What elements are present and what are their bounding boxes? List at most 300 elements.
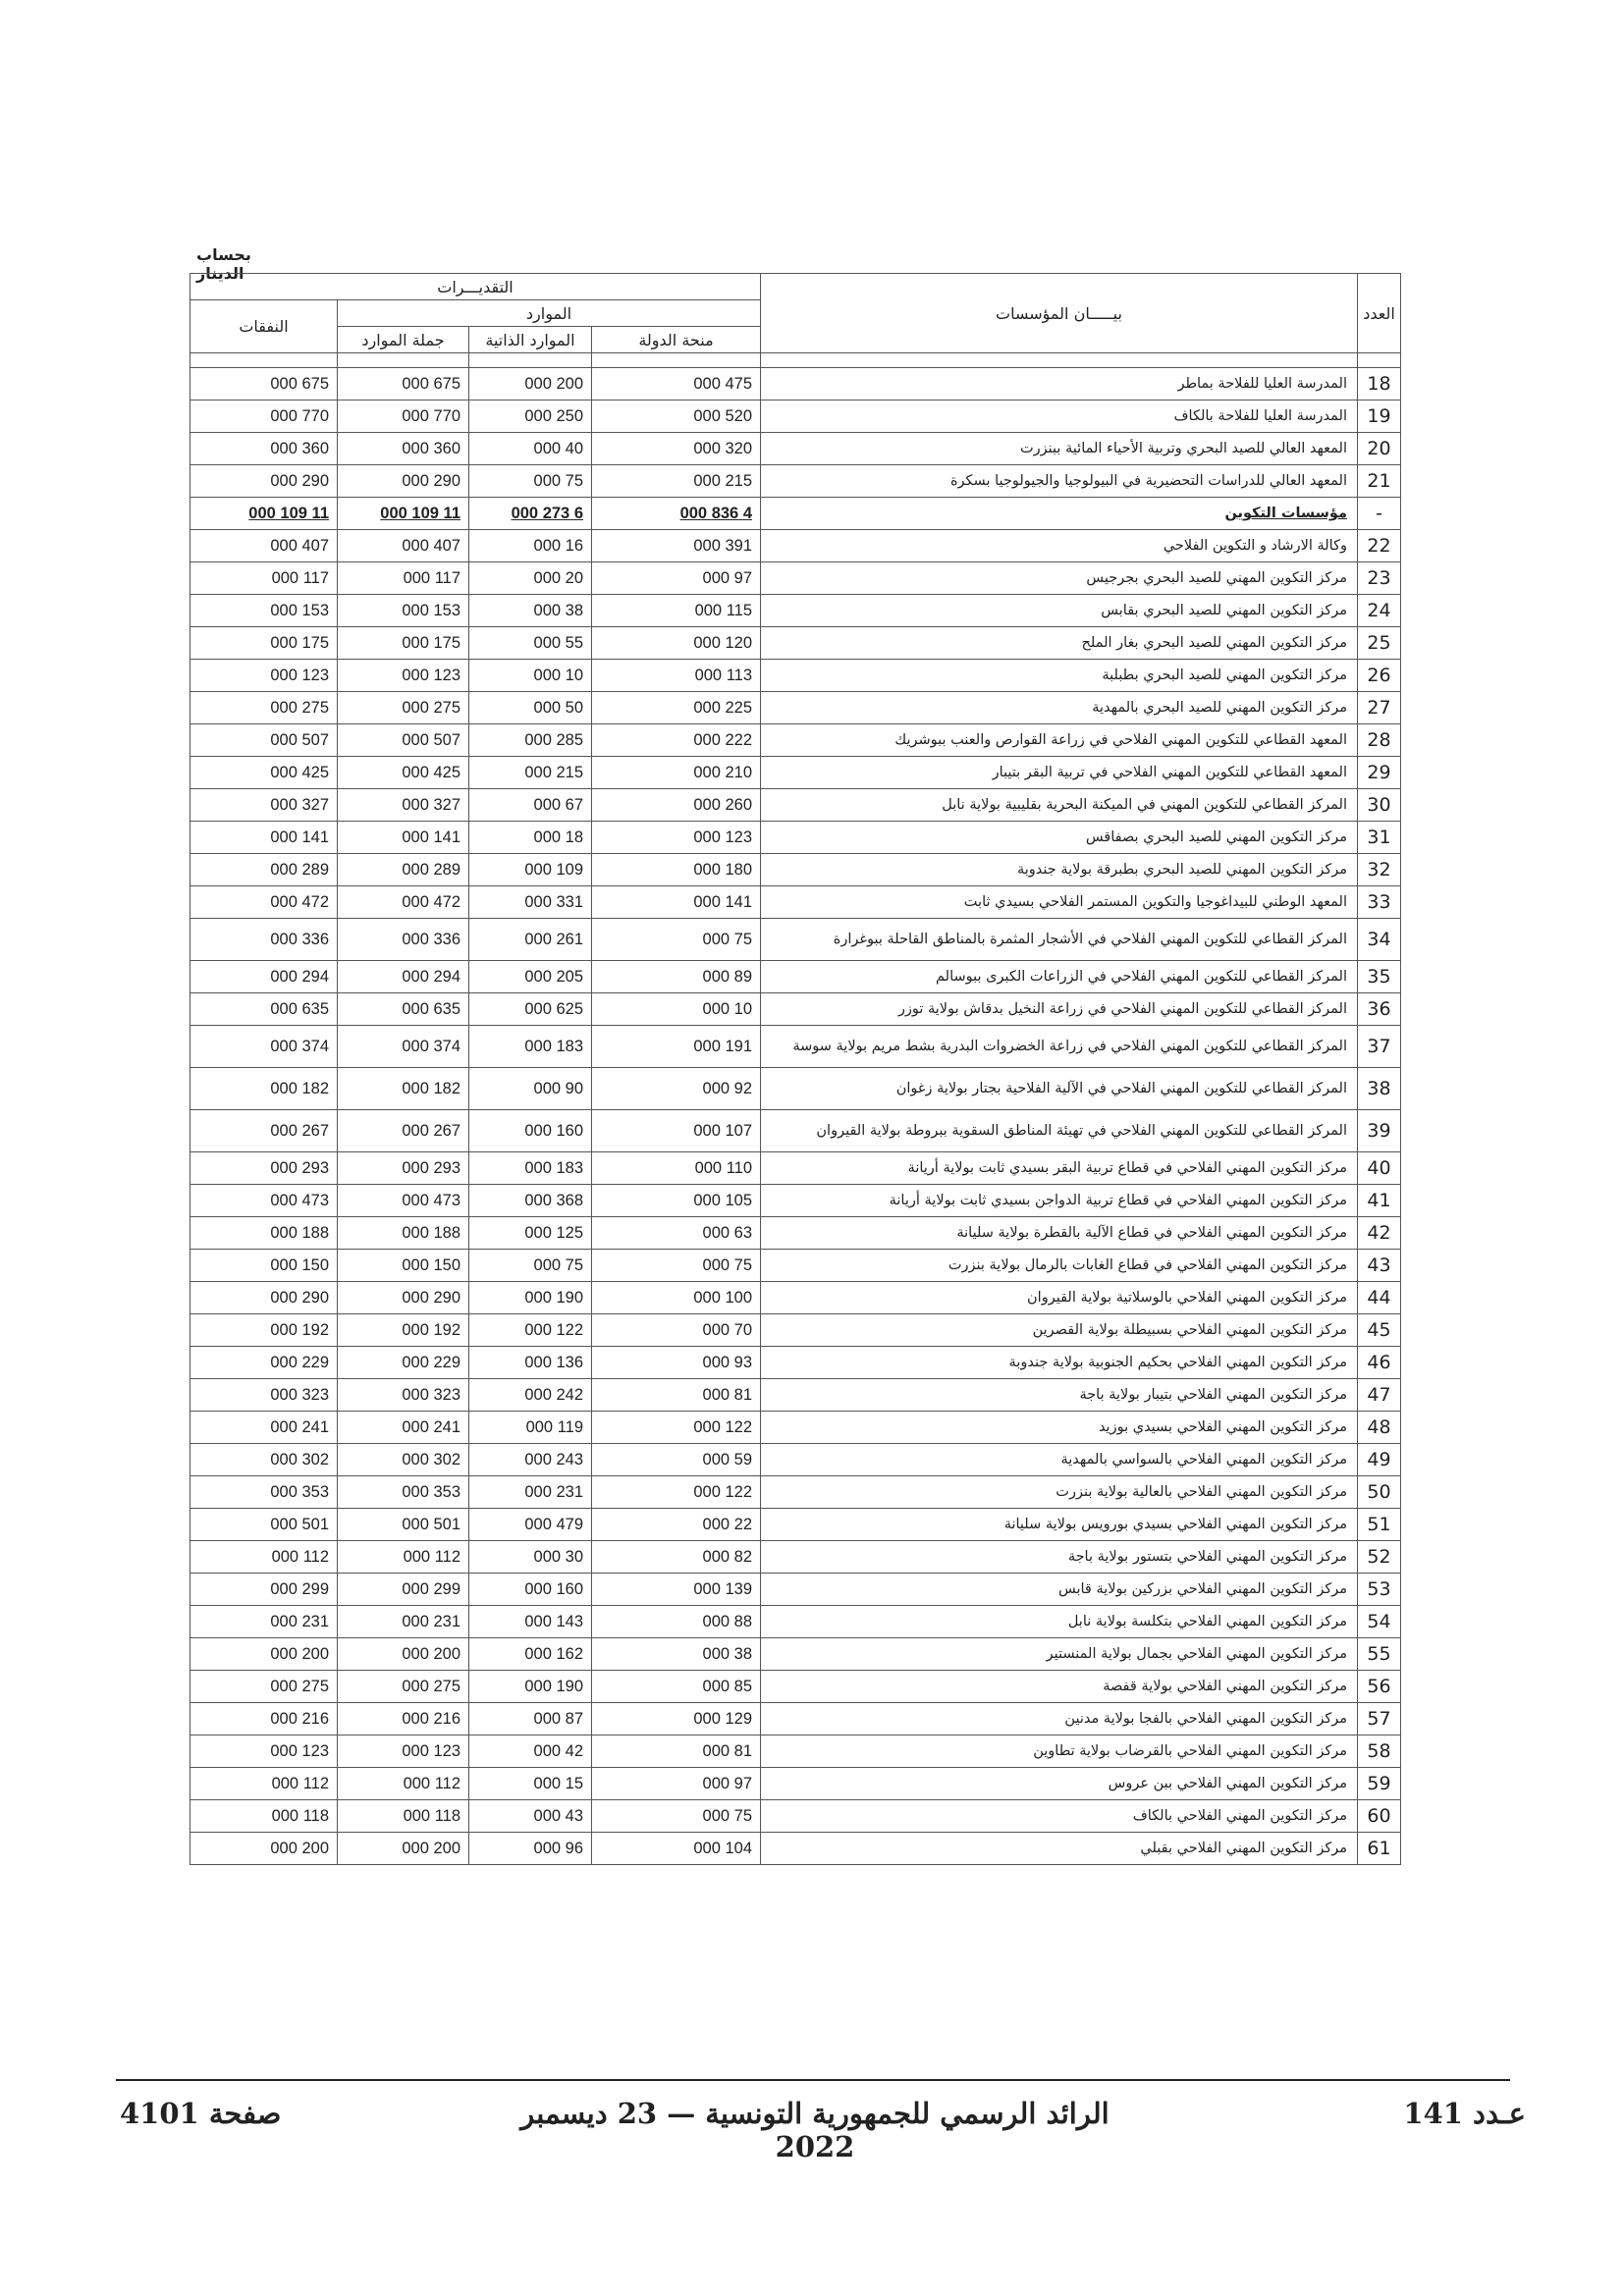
- row-number: 60: [1358, 1800, 1401, 1833]
- table-body: [190, 353, 1401, 1865]
- row-total-resources: 123 000: [338, 1735, 469, 1768]
- row-own-resources: 40 000: [469, 433, 592, 465]
- table-row: [190, 627, 1401, 660]
- row-state-grant: 215 000: [592, 465, 761, 498]
- table-row: [190, 1638, 1401, 1671]
- row-expenses: 150 000: [190, 1250, 338, 1282]
- row-description: المدرسة العليا للفلاحة بالكاف: [761, 400, 1358, 433]
- row-state-grant: 113 000: [592, 660, 761, 692]
- currency-unit-label: بحساب الدينار: [196, 245, 251, 283]
- row-total-resources: 327 000: [338, 789, 469, 822]
- table-row: [190, 1671, 1401, 1703]
- row-number: 31: [1358, 822, 1401, 854]
- row-state-grant: 92 000: [592, 1068, 761, 1110]
- table-row: [190, 1703, 1401, 1735]
- row-own-resources: 55 000: [469, 627, 592, 660]
- row-state-grant: 89 000: [592, 961, 761, 993]
- table-row: [190, 993, 1401, 1026]
- row-description: مركز التكوين المهني الفلاحي بسبيطلة بولاية القصرين: [761, 1314, 1358, 1347]
- row-total-resources: 112 000: [338, 1768, 469, 1800]
- row-own-resources: 190 000: [469, 1282, 592, 1314]
- row-total-resources: 501 000: [338, 1509, 469, 1541]
- row-number: 26: [1358, 660, 1401, 692]
- row-description: المعهد الوطني للبيداغوجيا والتكوين المستمر الفلاحي بسيدي ثابت: [761, 886, 1358, 919]
- row-expenses: 241 000: [190, 1412, 338, 1444]
- row-expenses: 770 000: [190, 400, 338, 433]
- table-row: [190, 1152, 1401, 1185]
- row-state-grant: 141 000: [592, 886, 761, 919]
- table-row: [190, 465, 1401, 498]
- row-description: المعهد القطاعي للتكوين المهني الفلاحي في زراعة القوارص والعنب ببوشريك: [761, 724, 1358, 757]
- table-row: [190, 1282, 1401, 1314]
- row-expenses: 289 000: [190, 854, 338, 886]
- row-number: 28: [1358, 724, 1401, 757]
- row-expenses: 302 000: [190, 1444, 338, 1476]
- row-description: مركز التكوين المهني الفلاحي في قطاع الغابات بالرمال بولاية بنزرت: [761, 1250, 1358, 1282]
- row-state-grant: 75 000: [592, 919, 761, 961]
- row-number: 21: [1358, 465, 1401, 498]
- row-own-resources: 242 000: [469, 1379, 592, 1412]
- row-expenses: 200 000: [190, 1638, 338, 1671]
- header-state-grant: منحة الدولة: [592, 327, 761, 353]
- header-num: العدد: [1358, 274, 1401, 353]
- row-expenses: 112 000: [190, 1541, 338, 1574]
- row-expenses: 472 000: [190, 886, 338, 919]
- row-description: مركز التكوين المهني للصيد البحري بصفاقس: [761, 822, 1358, 854]
- row-description: مركز التكوين المهني الفلاحي بالقرضاب بولاية تطاوين: [761, 1735, 1358, 1768]
- row-own-resources: 67 000: [469, 789, 592, 822]
- row-state-grant: 10 000: [592, 993, 761, 1026]
- row-description: المركز القطاعي للتكوين المهني الفلاحي في الزراعات الكبرى ببوسالم: [761, 961, 1358, 993]
- row-expenses: 11 109 000: [190, 498, 338, 530]
- row-own-resources: 231 000: [469, 1476, 592, 1509]
- row-total-resources: 200 000: [338, 1638, 469, 1671]
- row-total-resources: 141 000: [338, 822, 469, 854]
- row-state-grant: 82 000: [592, 1541, 761, 1574]
- row-state-grant: 320 000: [592, 433, 761, 465]
- row-own-resources: 50 000: [469, 692, 592, 724]
- row-own-resources: 125 000: [469, 1217, 592, 1250]
- table-row: [190, 595, 1401, 627]
- row-own-resources: 160 000: [469, 1574, 592, 1606]
- table-row: [190, 1444, 1401, 1476]
- row-description: المركز القطاعي للتكوين المهني الفلاحي في زراعة النخيل بدقاش بولاية توزر: [761, 993, 1358, 1026]
- row-own-resources: 205 000: [469, 961, 592, 993]
- row-own-resources: 183 000: [469, 1152, 592, 1185]
- row-number: 20: [1358, 433, 1401, 465]
- footer-page-number: صفحة 4101: [120, 2097, 282, 2130]
- row-description: المدرسة العليا للفلاحة بماطر: [761, 368, 1358, 400]
- row-expenses: 507 000: [190, 724, 338, 757]
- row-state-grant: 122 000: [592, 1476, 761, 1509]
- table-row: [190, 1476, 1401, 1509]
- row-own-resources: 119 000: [469, 1412, 592, 1444]
- row-description: مركز التكوين المهني الفلاحي بالسواسي بالمهدية: [761, 1444, 1358, 1476]
- row-own-resources: 261 000: [469, 919, 592, 961]
- row-own-resources: 16 000: [469, 530, 592, 562]
- row-own-resources: 122 000: [469, 1314, 592, 1347]
- row-total-resources: 407 000: [338, 530, 469, 562]
- row-own-resources: 162 000: [469, 1638, 592, 1671]
- row-expenses: 229 000: [190, 1347, 338, 1379]
- row-expenses: 407 000: [190, 530, 338, 562]
- row-state-grant: 222 000: [592, 724, 761, 757]
- row-number: 47: [1358, 1379, 1401, 1412]
- row-total-resources: 117 000: [338, 562, 469, 595]
- row-number: 38: [1358, 1068, 1401, 1110]
- table-row: [190, 822, 1401, 854]
- row-total-resources: 374 000: [338, 1026, 469, 1068]
- row-number: 44: [1358, 1282, 1401, 1314]
- row-description: مركز التكوين المهني للصيد البحري بقابس: [761, 595, 1358, 627]
- row-total-resources: 472 000: [338, 886, 469, 919]
- row-number: 61: [1358, 1833, 1401, 1865]
- row-number: 40: [1358, 1152, 1401, 1185]
- table-row: [190, 692, 1401, 724]
- row-total-resources: 336 000: [338, 919, 469, 961]
- row-own-resources: 190 000: [469, 1671, 592, 1703]
- footer-divider: [116, 2079, 1510, 2081]
- row-number: 42: [1358, 1217, 1401, 1250]
- row-state-grant: 105 000: [592, 1185, 761, 1217]
- row-total-resources: 175 000: [338, 627, 469, 660]
- row-description: مركز التكوين المهني الفلاحي بحكيم الجنوبية بولاية جندوبة: [761, 1347, 1358, 1379]
- row-description: مركز التكوين المهني للصيد البحري بطبلبة: [761, 660, 1358, 692]
- row-state-grant: 210 000: [592, 757, 761, 789]
- table-row: [190, 886, 1401, 919]
- row-number: 37: [1358, 1026, 1401, 1068]
- row-own-resources: 75 000: [469, 465, 592, 498]
- row-state-grant: 85 000: [592, 1671, 761, 1703]
- row-description: مركز التكوين المهني الفلاحي في قطاع الآلية بالقطرة بولاية سليانة: [761, 1217, 1358, 1250]
- row-state-grant: 180 000: [592, 854, 761, 886]
- table-row: [190, 1250, 1401, 1282]
- row-expenses: 123 000: [190, 660, 338, 692]
- row-number: 19: [1358, 400, 1401, 433]
- table-row: [190, 757, 1401, 789]
- spacer-row: [190, 353, 1401, 368]
- table-row: [190, 1833, 1401, 1865]
- row-state-grant: 120 000: [592, 627, 761, 660]
- row-total-resources: 425 000: [338, 757, 469, 789]
- row-expenses: 117 000: [190, 562, 338, 595]
- row-total-resources: 770 000: [338, 400, 469, 433]
- row-total-resources: 150 000: [338, 1250, 469, 1282]
- row-own-resources: 90 000: [469, 1068, 592, 1110]
- row-expenses: 188 000: [190, 1217, 338, 1250]
- row-state-grant: 391 000: [592, 530, 761, 562]
- table-row: [190, 1379, 1401, 1412]
- row-total-resources: 293 000: [338, 1152, 469, 1185]
- row-number: 33: [1358, 886, 1401, 919]
- row-expenses: 675 000: [190, 368, 338, 400]
- row-description: مركز التكوين المهني الفلاحي بسيدي بوزيد: [761, 1412, 1358, 1444]
- table-row: [190, 1735, 1401, 1768]
- row-own-resources: 75 000: [469, 1250, 592, 1282]
- row-expenses: 200 000: [190, 1833, 338, 1865]
- row-state-grant: 520 000: [592, 400, 761, 433]
- row-expenses: 374 000: [190, 1026, 338, 1068]
- row-own-resources: 10 000: [469, 660, 592, 692]
- row-own-resources: 43 000: [469, 1800, 592, 1833]
- row-number: 34: [1358, 919, 1401, 961]
- row-state-grant: 59 000: [592, 1444, 761, 1476]
- table-row: [190, 919, 1401, 961]
- table-row: [190, 368, 1401, 400]
- row-number: 29: [1358, 757, 1401, 789]
- table-row: [190, 1574, 1401, 1606]
- row-total-resources: 290 000: [338, 1282, 469, 1314]
- row-number: 57: [1358, 1703, 1401, 1735]
- table-row: [190, 789, 1401, 822]
- row-state-grant: 129 000: [592, 1703, 761, 1735]
- section-row: [190, 498, 1401, 530]
- table-row: [190, 1314, 1401, 1347]
- table-row: [190, 1800, 1401, 1833]
- row-description: المركز القطاعي للتكوين المهني الفلاحي في الأشجار المثمرة بالمناطق القاحلة ببوغرارة: [761, 919, 1358, 961]
- header-estimates: التقديـــرات: [190, 274, 761, 300]
- row-total-resources: 302 000: [338, 1444, 469, 1476]
- row-state-grant: 139 000: [592, 1574, 761, 1606]
- row-total-resources: 635 000: [338, 993, 469, 1026]
- row-description: مركز التكوين المهني الفلاحي في قطاع تربية الدواجن بسيدي ثابت بولاية أريانة: [761, 1185, 1358, 1217]
- row-own-resources: 625 000: [469, 993, 592, 1026]
- row-state-grant: 107 000: [592, 1110, 761, 1152]
- row-total-resources: 231 000: [338, 1606, 469, 1638]
- row-own-resources: 368 000: [469, 1185, 592, 1217]
- row-total-resources: 216 000: [338, 1703, 469, 1735]
- row-state-grant: 225 000: [592, 692, 761, 724]
- row-expenses: 293 000: [190, 1152, 338, 1185]
- row-description: مركز التكوين المهني الفلاحي بزركين بولاية قابس: [761, 1574, 1358, 1606]
- row-own-resources: 30 000: [469, 1541, 592, 1574]
- row-number: 36: [1358, 993, 1401, 1026]
- row-description: مركز التكوين المهني الفلاحي بالعالية بولاية بنزرت: [761, 1476, 1358, 1509]
- row-description: المعهد العالي للصيد البحري وتربية الأحياء المائية ببنزرت: [761, 433, 1358, 465]
- row-number: 32: [1358, 854, 1401, 886]
- row-number: 24: [1358, 595, 1401, 627]
- row-description: مركز التكوين المهني الفلاحي في قطاع تربية البقر بسيدي ثابت بولاية أريانة: [761, 1152, 1358, 1185]
- row-state-grant: 97 000: [592, 562, 761, 595]
- row-description: مركز التكوين المهني الفلاحي بتستور بولاية باجة: [761, 1541, 1358, 1574]
- row-expenses: 123 000: [190, 1735, 338, 1768]
- row-own-resources: 331 000: [469, 886, 592, 919]
- table-row: [190, 854, 1401, 886]
- table-row: [190, 1606, 1401, 1638]
- row-total-resources: 229 000: [338, 1347, 469, 1379]
- row-expenses: 290 000: [190, 465, 338, 498]
- row-total-resources: 200 000: [338, 1833, 469, 1865]
- row-own-resources: 96 000: [469, 1833, 592, 1865]
- row-total-resources: 353 000: [338, 1476, 469, 1509]
- row-expenses: 336 000: [190, 919, 338, 961]
- row-expenses: 192 000: [190, 1314, 338, 1347]
- row-number: -: [1358, 498, 1401, 530]
- row-total-resources: 473 000: [338, 1185, 469, 1217]
- row-state-grant: 110 000: [592, 1152, 761, 1185]
- row-total-resources: 360 000: [338, 433, 469, 465]
- row-own-resources: 20 000: [469, 562, 592, 595]
- row-own-resources: 183 000: [469, 1026, 592, 1068]
- row-description: المركز القطاعي للتكوين المهني الفلاحي في تهيئة المناطق السقوية ببروطة بولاية القيروان: [761, 1110, 1358, 1152]
- row-number: 43: [1358, 1250, 1401, 1282]
- row-own-resources: 42 000: [469, 1735, 592, 1768]
- row-total-resources: 112 000: [338, 1541, 469, 1574]
- table-row: [190, 1217, 1401, 1250]
- row-number: 53: [1358, 1574, 1401, 1606]
- row-expenses: 473 000: [190, 1185, 338, 1217]
- table-row: [190, 660, 1401, 692]
- row-state-grant: 93 000: [592, 1347, 761, 1379]
- row-number: 59: [1358, 1768, 1401, 1800]
- row-number: 56: [1358, 1671, 1401, 1703]
- table-row: [190, 1026, 1401, 1068]
- table-row: [190, 400, 1401, 433]
- row-total-resources: 118 000: [338, 1800, 469, 1833]
- row-state-grant: 63 000: [592, 1217, 761, 1250]
- row-number: 18: [1358, 368, 1401, 400]
- row-state-grant: 22 000: [592, 1509, 761, 1541]
- row-total-resources: 153 000: [338, 595, 469, 627]
- row-total-resources: 241 000: [338, 1412, 469, 1444]
- table-row: [190, 724, 1401, 757]
- row-description: المعهد القطاعي للتكوين المهني الفلاحي في تربية البقر بتيبار: [761, 757, 1358, 789]
- budget-table: [189, 273, 1401, 1865]
- header-resources: الموارد: [338, 300, 761, 327]
- row-own-resources: 250 000: [469, 400, 592, 433]
- row-own-resources: 6 273 000: [469, 498, 592, 530]
- row-number: 58: [1358, 1735, 1401, 1768]
- row-total-resources: 299 000: [338, 1574, 469, 1606]
- row-expenses: 267 000: [190, 1110, 338, 1152]
- row-description: مركز التكوين المهني الفلاحي بالفجا بولاية مدنين: [761, 1703, 1358, 1735]
- header-expenses: النفقات: [190, 300, 338, 353]
- row-number: 52: [1358, 1541, 1401, 1574]
- row-expenses: 290 000: [190, 1282, 338, 1314]
- row-expenses: 175 000: [190, 627, 338, 660]
- row-expenses: 141 000: [190, 822, 338, 854]
- row-own-resources: 285 000: [469, 724, 592, 757]
- row-total-resources: 323 000: [338, 1379, 469, 1412]
- row-description: المركز القطاعي للتكوين المهني الفلاحي في الآلية الفلاحية بجتار بولاية زغوان: [761, 1068, 1358, 1110]
- row-description: مركز التكوين المهني الفلاحي بالوسلاتية بولاية القيروان: [761, 1282, 1358, 1314]
- row-total-resources: 192 000: [338, 1314, 469, 1347]
- row-state-grant: 191 000: [592, 1026, 761, 1068]
- row-number: 51: [1358, 1509, 1401, 1541]
- row-description: مركز التكوين المهني للصيد البحري بجرجيس: [761, 562, 1358, 595]
- row-own-resources: 15 000: [469, 1768, 592, 1800]
- row-state-grant: 260 000: [592, 789, 761, 822]
- row-expenses: 360 000: [190, 433, 338, 465]
- row-number: 55: [1358, 1638, 1401, 1671]
- row-total-resources: 289 000: [338, 854, 469, 886]
- row-description: مركز التكوين المهني الفلاحي بالكاف: [761, 1800, 1358, 1833]
- row-number: 27: [1358, 692, 1401, 724]
- row-expenses: 299 000: [190, 1574, 338, 1606]
- row-state-grant: 70 000: [592, 1314, 761, 1347]
- row-state-grant: 123 000: [592, 822, 761, 854]
- row-description: مركز التكوين المهني الفلاحي بجمال بولاية المنستير: [761, 1638, 1358, 1671]
- row-number: 39: [1358, 1110, 1401, 1152]
- row-number: 54: [1358, 1606, 1401, 1638]
- footer-issue-number: عـدد 141: [1403, 2097, 1526, 2130]
- row-description: مركز التكوين المهني للصيد البحري بطبرقة بولاية جندوبة: [761, 854, 1358, 886]
- row-state-grant: 38 000: [592, 1638, 761, 1671]
- table-row: [190, 1110, 1401, 1152]
- row-own-resources: 87 000: [469, 1703, 592, 1735]
- table-row: [190, 1768, 1401, 1800]
- row-total-resources: 182 000: [338, 1068, 469, 1110]
- row-total-resources: 188 000: [338, 1217, 469, 1250]
- row-own-resources: 200 000: [469, 368, 592, 400]
- row-own-resources: 143 000: [469, 1606, 592, 1638]
- row-expenses: 118 000: [190, 1800, 338, 1833]
- row-state-grant: 81 000: [592, 1379, 761, 1412]
- row-number: 23: [1358, 562, 1401, 595]
- table-row: [190, 530, 1401, 562]
- row-expenses: 327 000: [190, 789, 338, 822]
- row-description: المركز القطاعي للتكوين المهني في الميكنة البحرية بقليبية بولاية نابل: [761, 789, 1358, 822]
- row-number: 48: [1358, 1412, 1401, 1444]
- row-description: المعهد العالي للدراسات التحضيرية في البيولوجيا والجيولوجيا بسكرة: [761, 465, 1358, 498]
- row-expenses: 501 000: [190, 1509, 338, 1541]
- row-state-grant: 75 000: [592, 1800, 761, 1833]
- row-expenses: 275 000: [190, 1671, 338, 1703]
- row-description: مؤسسات التكوين: [761, 498, 1358, 530]
- row-state-grant: 100 000: [592, 1282, 761, 1314]
- row-expenses: 275 000: [190, 692, 338, 724]
- row-state-grant: 75 000: [592, 1250, 761, 1282]
- row-number: 45: [1358, 1314, 1401, 1347]
- row-own-resources: 160 000: [469, 1110, 592, 1152]
- row-number: 22: [1358, 530, 1401, 562]
- row-number: 30: [1358, 789, 1401, 822]
- row-expenses: 153 000: [190, 595, 338, 627]
- row-number: 46: [1358, 1347, 1401, 1379]
- row-state-grant: 81 000: [592, 1735, 761, 1768]
- table-row: [190, 562, 1401, 595]
- row-state-grant: 97 000: [592, 1768, 761, 1800]
- table-row: [190, 1185, 1401, 1217]
- row-expenses: 231 000: [190, 1606, 338, 1638]
- footer-journal-title: الرائد الرسمي للجمهورية التونسية — 23 ديسمبر 2022: [520, 2097, 1110, 2163]
- row-expenses: 216 000: [190, 1703, 338, 1735]
- row-description: مركز التكوين المهني للصيد البحري بغار الملح: [761, 627, 1358, 660]
- row-description: مركز التكوين المهني الفلاحي بولاية قفصة: [761, 1671, 1358, 1703]
- row-description: وكالة الارشاد و التكوين الفلاحي: [761, 530, 1358, 562]
- header-total-resources: جملة الموارد: [338, 327, 469, 353]
- row-number: 41: [1358, 1185, 1401, 1217]
- row-total-resources: 275 000: [338, 1671, 469, 1703]
- row-expenses: 425 000: [190, 757, 338, 789]
- header-own-resources: الموارد الذاتية: [469, 327, 592, 353]
- row-own-resources: 243 000: [469, 1444, 592, 1476]
- table-row: [190, 1412, 1401, 1444]
- row-total-resources: 123 000: [338, 660, 469, 692]
- row-number: 35: [1358, 961, 1401, 993]
- row-state-grant: 475 000: [592, 368, 761, 400]
- row-own-resources: 215 000: [469, 757, 592, 789]
- table-row: [190, 1509, 1401, 1541]
- table-row: [190, 1541, 1401, 1574]
- row-total-resources: 11 109 000: [338, 498, 469, 530]
- row-own-resources: 18 000: [469, 822, 592, 854]
- row-total-resources: 507 000: [338, 724, 469, 757]
- row-expenses: 323 000: [190, 1379, 338, 1412]
- table-row: [190, 961, 1401, 993]
- row-state-grant: 122 000: [592, 1412, 761, 1444]
- row-description: مركز التكوين المهني الفلاحي بقبلي: [761, 1833, 1358, 1865]
